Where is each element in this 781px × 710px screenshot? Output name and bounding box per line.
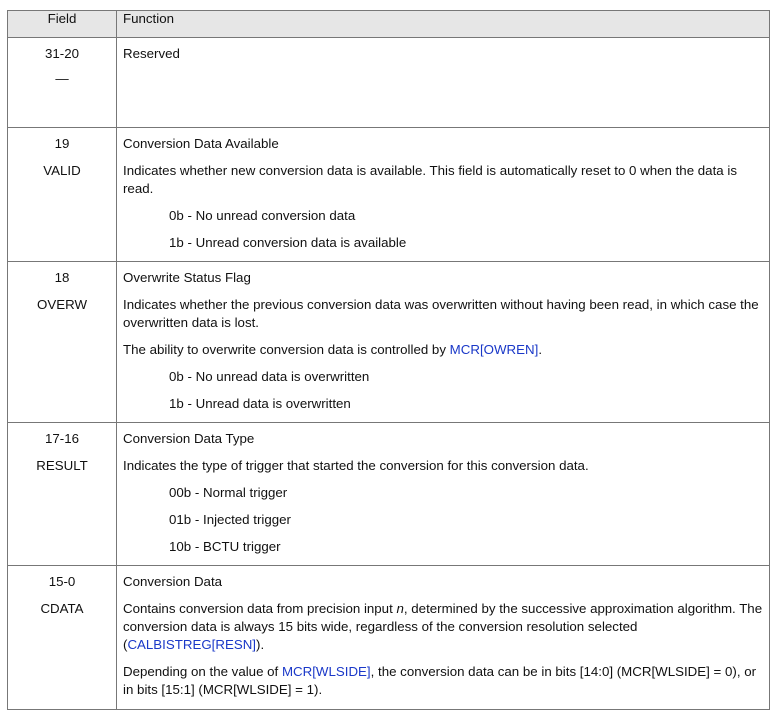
field-description-overwrite-control — [123, 341, 763, 359]
field-value-option: 0b - No unread conversion data — [169, 208, 356, 223]
field-name: — — [55, 71, 69, 86]
table-row-overw — [8, 262, 770, 423]
field-cell — [8, 262, 117, 423]
function-cell — [117, 566, 770, 710]
field-value-option: 00b - Normal trigger — [169, 485, 288, 500]
field-value-option: 10b - BCTU trigger — [169, 539, 281, 554]
function-cell — [117, 128, 770, 262]
table-row-valid — [8, 128, 770, 262]
field-cell — [8, 38, 117, 128]
calbistreg-resn-link[interactable]: CALBISTREG[RESN] — [127, 637, 257, 652]
field-name: CDATA — [40, 601, 84, 616]
field-cell — [8, 128, 117, 262]
function-cell — [117, 38, 770, 128]
description-text: Contains conversion data from precision input — [123, 601, 397, 616]
field-name: VALID — [43, 163, 81, 178]
field-title: Reserved — [123, 46, 180, 61]
field-cell — [8, 566, 117, 710]
field-description: Indicates the type of trigger that started the conversion for this conversion data. — [123, 458, 589, 473]
field-description-bit-position — [123, 663, 763, 699]
field-title: Conversion Data — [123, 574, 223, 589]
field-title: Conversion Data Type — [123, 431, 255, 446]
field-bits: 17-16 — [44, 431, 79, 446]
function-cell — [117, 262, 770, 423]
description-text: Depending on the value of — [123, 664, 282, 679]
field-value-option: 0b - No unread data is overwritten — [169, 369, 370, 384]
function-column-header: Function — [117, 11, 770, 38]
field-value-option: 1b - Unread conversion data is available — [169, 235, 407, 250]
field-description: Indicates whether the previous conversion data was overwritten without having been read, in which case the overwritten data is lost. — [123, 297, 759, 330]
table-row-reserved — [8, 38, 770, 128]
field-name: RESULT — [36, 458, 88, 473]
mcr-owren-link[interactable]: MCR[OWREN] — [449, 342, 539, 357]
field-value-option: 1b - Unread data is overwritten — [169, 396, 351, 411]
field-value-option: 01b - Injected trigger — [169, 512, 291, 527]
field-bits: 31-20 — [44, 46, 79, 61]
description-text: The ability to overwrite conversion data is controlled by — [123, 342, 450, 357]
mcr-wlside-link[interactable]: MCR[WLSIDE] — [281, 664, 371, 679]
field-description — [123, 600, 763, 654]
table-row-cdata — [8, 566, 770, 710]
register-field-table — [7, 10, 770, 710]
field-description: Indicates whether new conversion data is available. This field is automatically reset to 0 when the data is read. — [123, 163, 737, 196]
field-cell — [8, 423, 117, 566]
field-column-header: Field — [8, 11, 117, 38]
field-title: Overwrite Status Flag — [123, 270, 251, 285]
table-header-row — [8, 11, 770, 38]
field-bits: 15-0 — [48, 574, 76, 589]
description-text: , determined by the successive approximation algorithm. The conversion data is always 15 bits wide, regardless of the conversion resolution selected ( — [123, 601, 763, 652]
description-text: . — [538, 342, 543, 357]
description-text: ). — [256, 637, 265, 652]
table-row-result — [8, 423, 770, 566]
description-text: , the conversion data can be in bits [14:0] (MCR[WLSIDE] = 0), or in bits [15:1] (MCR[WLSIDE] = 1). — [123, 664, 757, 697]
input-variable: n — [396, 601, 404, 616]
function-cell — [117, 423, 770, 566]
field-name: OVERW — [37, 297, 87, 312]
field-title: Conversion Data Available — [123, 136, 279, 151]
field-bits: 18 — [54, 270, 70, 285]
field-bits: 19 — [54, 136, 70, 151]
